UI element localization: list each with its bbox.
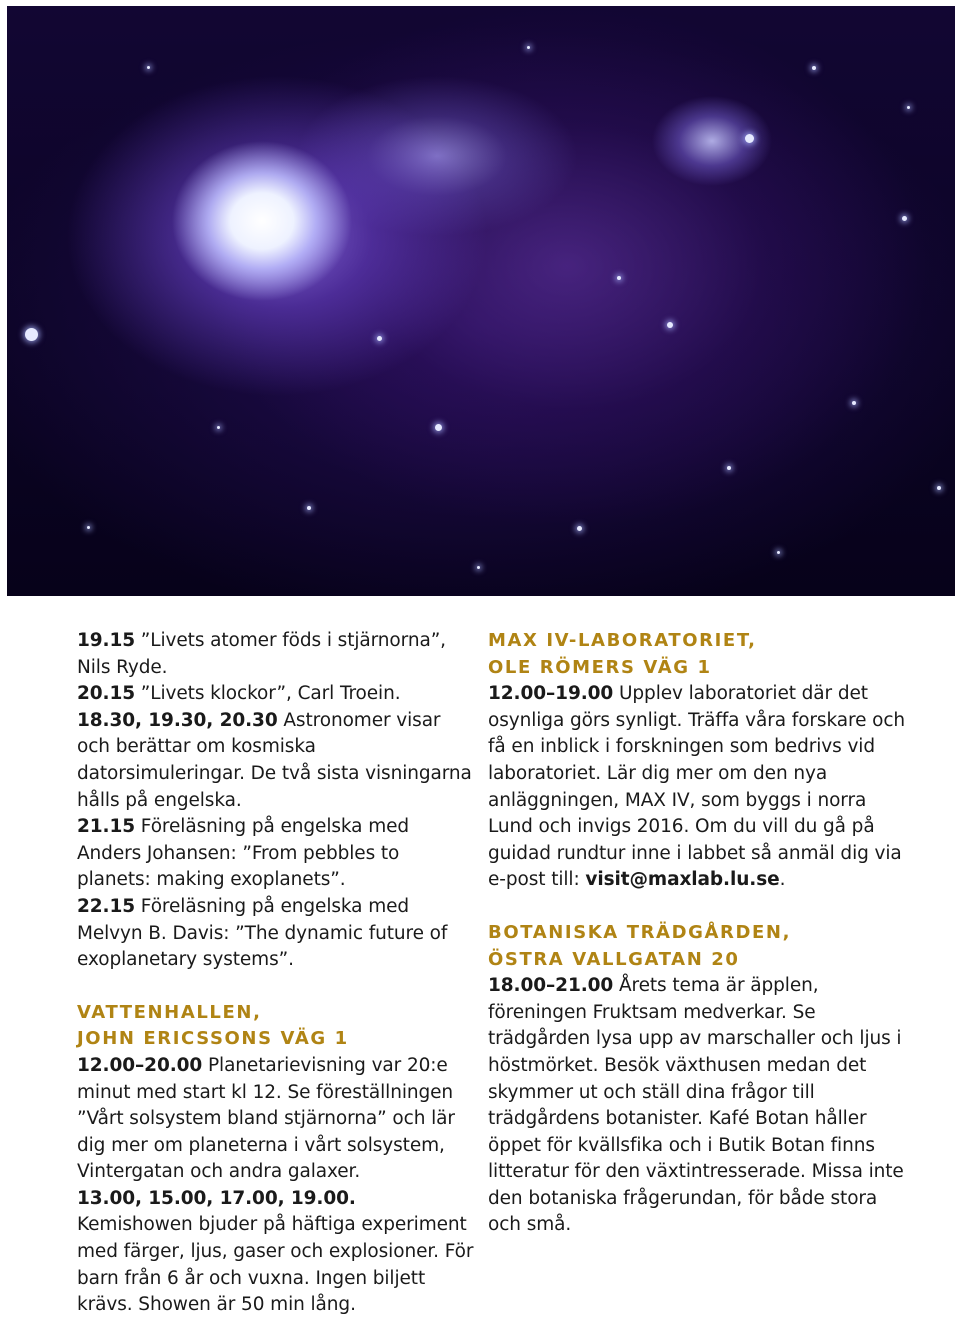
entry-time: 12.00–19.00: [488, 683, 614, 705]
entry-text: Föreläsning på engelska med Anders Johansen: ”From pebbles to planets: making exoplanets”.: [77, 816, 410, 891]
entry-time: 13.00, 15.00, 17.00, 19.00.: [77, 1187, 356, 1209]
entry-time: 19.15: [77, 630, 136, 651]
section-heading-address: OLE RÖMERS VÄG 1: [488, 656, 712, 678]
star: [435, 424, 442, 431]
star: [812, 66, 816, 70]
star: [25, 328, 38, 341]
entry-time: 22.15: [77, 895, 136, 917]
program-entry: [77, 628, 477, 681]
star: [577, 526, 582, 531]
section-heading-vattenhallen: VATTENHALLEN,: [77, 1001, 262, 1023]
star: [87, 526, 90, 529]
star: [852, 401, 856, 405]
entry-time: 12.00–20.00: [77, 1054, 203, 1076]
star: [617, 276, 621, 280]
star: [667, 322, 673, 328]
star: [527, 46, 530, 49]
entry-text-end: .: [779, 869, 786, 891]
program-entry: [77, 1053, 477, 1186]
star: [745, 134, 754, 143]
star: [147, 66, 150, 69]
entry-text: Planetarievisning var 20:e minut med start kl 12. Se föreställningen ”Vårt solsystem bland stjärnorna” och lär dig mer om planeterna i vårt solsystem, Vintergatan och andra galaxer.: [77, 1054, 455, 1183]
entry-text: Kemishowen bjuder på häftiga experiment med färger, ljus, gaser och explosioner. För barn från 6 år och vuxna. Ingen biljett krävs. Showen är 50 min lång.: [77, 1214, 474, 1316]
star: [727, 466, 731, 470]
star: [907, 106, 910, 109]
entry-time: 21.15: [77, 816, 136, 838]
program-entry: [488, 681, 908, 894]
section-heading-max-iv: MAX IV-LABORATORIET,: [488, 630, 757, 651]
star: [902, 216, 907, 221]
left-column: [77, 628, 477, 1319]
program-entry: [77, 894, 477, 974]
entry-time: 20.15: [77, 683, 136, 705]
entry-text: ”Livets klockor”, Carl Troein.: [135, 683, 401, 705]
entry-text: Upplev laboratoriet där det osynliga görs synligt. Träffa våra forskare och få en inblick i forskningen som bedrivs vid laboratoriet. Lär dig mer om den nya anläggningen, MAX IV, som byggs i norra Lund och invigs 2016. Om du vill du gå på guidad rundtur inne i labbet så anmäl dig via e-post till:: [488, 683, 906, 891]
entry-time: 18.30, 19.30, 20.30: [77, 709, 278, 731]
email-link[interactable]: visit@maxlab.lu.se: [585, 869, 780, 891]
entry-text: ”Livets atomer föds i stjärnorna”, Nils Ryde.: [77, 630, 446, 678]
program-entry: [77, 681, 477, 708]
star: [217, 426, 220, 429]
program-entry: [488, 973, 908, 1239]
star: [777, 551, 780, 554]
entry-text: Årets tema är äpplen, föreningen Fruktsam medverkar. Se trädgården lysa upp av marschaller och ljus i höstmörket. Besök växthusen medan det skymmer ut och ställ dina frågor till trädgårdens botanister. Kafé Botan håller öppet för kvällsfika och i Butik Botan finns litteratur för den växtintresserade. Missa inte den botaniska frågerundan, för både stora och små.: [488, 975, 904, 1236]
section-heading-address: JOHN ERICSSONS VÄG 1: [77, 1028, 349, 1050]
section-heading-address: ÖSTRA VALLGATAN 20: [488, 948, 740, 970]
star: [377, 336, 382, 341]
star: [937, 486, 941, 490]
program-entry: [77, 814, 477, 894]
entry-time: 18.00–21.00: [488, 975, 614, 997]
program-entry: [77, 708, 477, 814]
right-column: [488, 628, 908, 1239]
star: [307, 506, 311, 510]
nebula-photo: [7, 6, 955, 596]
star: [477, 566, 480, 569]
entry-text: Astronomer visar och berättar om kosmiska datorsimuleringar. De två sista visningarna hålls på engelska.: [77, 709, 472, 811]
entry-text: Föreläsning på engelska med Melvyn B. Davis: ”The dynamic future of exoplanetary systems”.: [77, 895, 448, 971]
section-heading-botaniska: BOTANISKA TRÄDGÅRDEN,: [488, 921, 792, 943]
